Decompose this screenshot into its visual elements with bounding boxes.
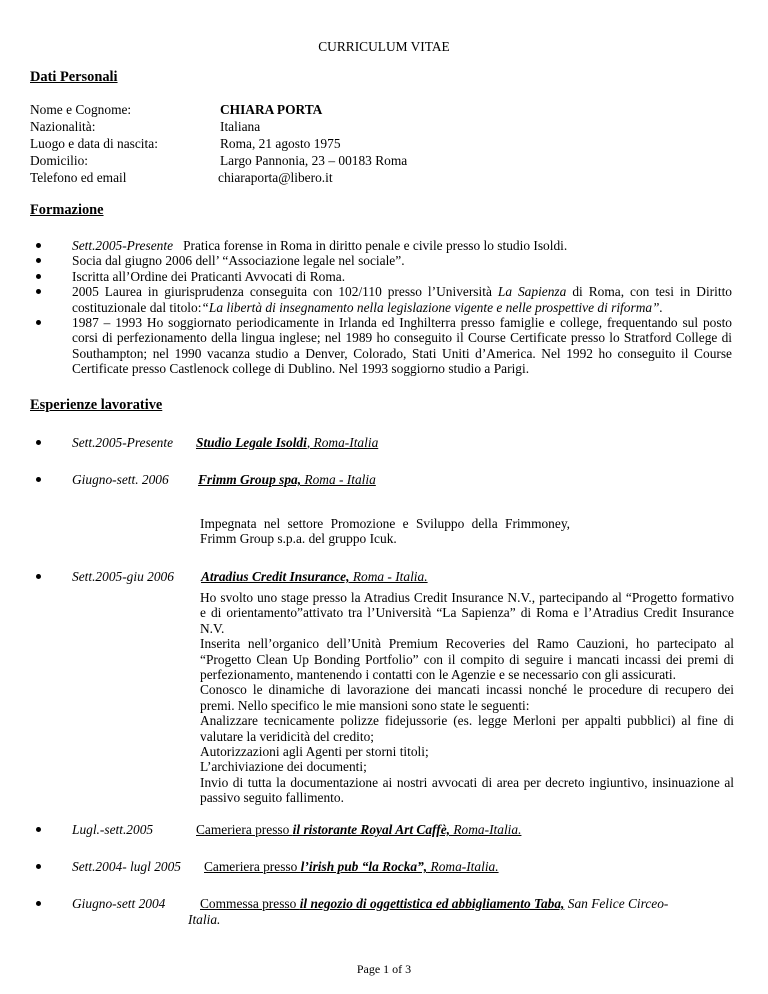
education-list: [30, 238, 732, 377]
job-employer: l’irish pub “la Rocka”,: [300, 859, 428, 874]
description-paragraph: Invio di tutta la documentazione ai nostri avvocati di area per decreto ingiuntivo, insinuazione al passivo seguito fallimento.: [200, 774, 734, 806]
job-period: Sett.2005-Presente: [72, 435, 174, 450]
thesis-title: “La libertà di insegnamento nella legislazione vigente e nelle prospettive di riforma”.: [201, 299, 663, 315]
job-place: Roma - Italia.: [349, 569, 428, 584]
field-value-birth: Roma, 21 agosto 1975: [220, 136, 341, 151]
item-text: Pratica forense in Roma in diritto penale e civile presso lo studio Isoldi.: [183, 238, 568, 253]
list-item: [30, 253, 732, 268]
description-paragraph: Autorizzazioni agli Agenti per storni titoli;: [200, 744, 429, 760]
personal-row-contact: [30, 170, 730, 187]
job-employer: il negozio di oggettistica ed abbigliamento Taba,: [299, 896, 565, 911]
job-employer-line: [198, 472, 376, 487]
bullet-icon: [36, 574, 41, 579]
bullet-icon: [36, 320, 41, 325]
field-label: Telefono ed email: [30, 170, 127, 185]
list-item: [30, 269, 732, 284]
field-value-email: chiaraporta@libero.it: [218, 170, 333, 185]
personal-row-nationality: [30, 119, 730, 136]
field-value-nationality: Italiana: [220, 119, 261, 134]
job-period: Giugno-sett 2004: [72, 896, 166, 911]
list-item: [30, 315, 732, 377]
job-period: Lugl.-sett.2005: [72, 822, 154, 837]
field-label: Nazionalità:: [30, 119, 96, 134]
job-employer-line: [196, 822, 521, 837]
document-title: CURRICULUM VITAE: [318, 39, 450, 54]
job-period: Sett.2005-giu 2006: [72, 569, 174, 584]
job-period: Giugno-sett. 2006: [72, 472, 169, 487]
job-description: [200, 590, 734, 806]
job-employer: Studio Legale Isoldi: [196, 435, 307, 450]
page-number: Page 1 of 3: [356, 962, 412, 976]
bullet-icon: [36, 901, 41, 906]
job-place: , Roma-Italia: [306, 435, 379, 450]
item-text: Iscritta all’Ordine dei Praticanti Avvocati di Roma.: [72, 268, 346, 284]
job-role: Cameriera presso: [196, 822, 293, 837]
job-description: Impegnata nel settore Promozione e Sviluppo della Frimmoney, Frimm Group s.p.a. del gruppo Icuk.: [200, 516, 570, 547]
personal-row-name: [30, 102, 730, 119]
bullet-icon: [36, 440, 41, 445]
description-paragraph: Conosco le dinamiche di lavorazione dei mancati incassi nonché le procedure di recupero dei premi. Nello specifico le mie mansioni sono state le seguenti:: [200, 682, 734, 713]
item-text: 2005 Laurea in giurisprudenza conseguita con 102/110 presso l’Università: [72, 284, 492, 300]
bullet-icon: [36, 258, 41, 263]
description-paragraph: Analizzare tecnicamente polizze fidejussorie (es. legge Merloni per appalti pubblici) al fine di valutare la veridicità del credito;: [200, 713, 734, 744]
description-paragraph: L’archiviazione dei documenti;: [200, 759, 367, 775]
field-label: Luogo e data di nascita:: [30, 136, 158, 151]
job-employer-line: [204, 859, 499, 874]
job-employer: il ristorante Royal Art Caffè,: [292, 822, 451, 837]
bullet-icon: [36, 289, 41, 294]
description-paragraph: Ho svolto uno stage presso la Atradius Credit Insurance N.V., partecipando al “Progetto formativo e di orientamento”attivato tra l’Università “La Sapienza” di Roma e l’Atradius Credit Insurance N.V.: [200, 590, 734, 636]
job-role: Cameriera presso: [204, 859, 301, 874]
job-period: Sett.2004- lugl 2005: [72, 859, 181, 874]
personal-data-block: [30, 102, 730, 187]
list-item: [30, 238, 732, 253]
field-label: Domicilio:: [30, 153, 89, 168]
job-place: Roma-Italia.: [450, 822, 522, 837]
university-name: La Sapienza: [497, 284, 567, 300]
job-place: Roma - Italia: [301, 472, 376, 487]
job-place: Roma-Italia.: [427, 859, 499, 874]
experience-heading: Esperienze lavorative: [30, 397, 163, 413]
job-employer: Frimm Group spa,: [198, 472, 302, 487]
personal-data-heading: Dati Personali: [30, 69, 118, 85]
job-role: Commessa presso: [200, 896, 300, 911]
education-heading: Formazione: [30, 202, 104, 218]
job-employer: Atradius Credit Insurance,: [201, 569, 350, 584]
field-label: Nome e Cognome:: [30, 102, 132, 117]
job-employer-line: [196, 435, 378, 450]
personal-row-birth: [30, 136, 730, 153]
description-paragraph: Inserita nell’organico dell’Unità Premium Recoveries del Ramo Cauzioni, ho partecipato al “Progetto Clean Up Bonding Portfolio” con il compito di seguire i mancati incassi dei premi di perfezionamento, mantenendo i contatti con le Agenzie e se necessario con gli assicurati.: [200, 636, 734, 683]
personal-row-address: [30, 153, 730, 170]
job-employer-line: [200, 896, 668, 911]
bullet-icon: [36, 477, 41, 482]
field-value-address: Largo Pannonia, 23 – 00183 Roma: [220, 153, 408, 168]
bullet-icon: [36, 274, 41, 279]
list-item: [30, 284, 732, 315]
job-place-continued: Italia.: [188, 912, 221, 927]
item-text: Socia dal giugno 2006 dell’ “Associazione legale nel sociale”.: [72, 253, 405, 269]
item-text: di Roma, con tesi in Diritto costituzionale dal titolo:: [72, 284, 732, 315]
item-period: Sett.2005-Presente: [72, 238, 174, 253]
job-place: San Felice Circeo-: [564, 896, 669, 911]
item-text: 1987 – 1993 Ho soggiornato periodicamente in Irlanda ed Inghilterra presso famiglie e college, frequentando sul posto corsi di perfezionamento della lingua inglese; nel 1989 ho conseguito il Course Certificate presso lo Stratford College di Southampton; nel 1990 vacanza studio a Denver, Colorado, Stati Uniti d’America. Nel 1992 ho conseguito il Course Certificate presso Castlenock college di Dublino. Nel 1993 soggiorno studio a Parigi.: [72, 315, 732, 377]
bullet-icon: [36, 827, 41, 832]
field-value-name: CHIARA PORTA: [220, 102, 323, 117]
bullet-icon: [36, 864, 41, 869]
job-employer-line: [201, 569, 428, 584]
bullet-icon: [36, 243, 41, 248]
